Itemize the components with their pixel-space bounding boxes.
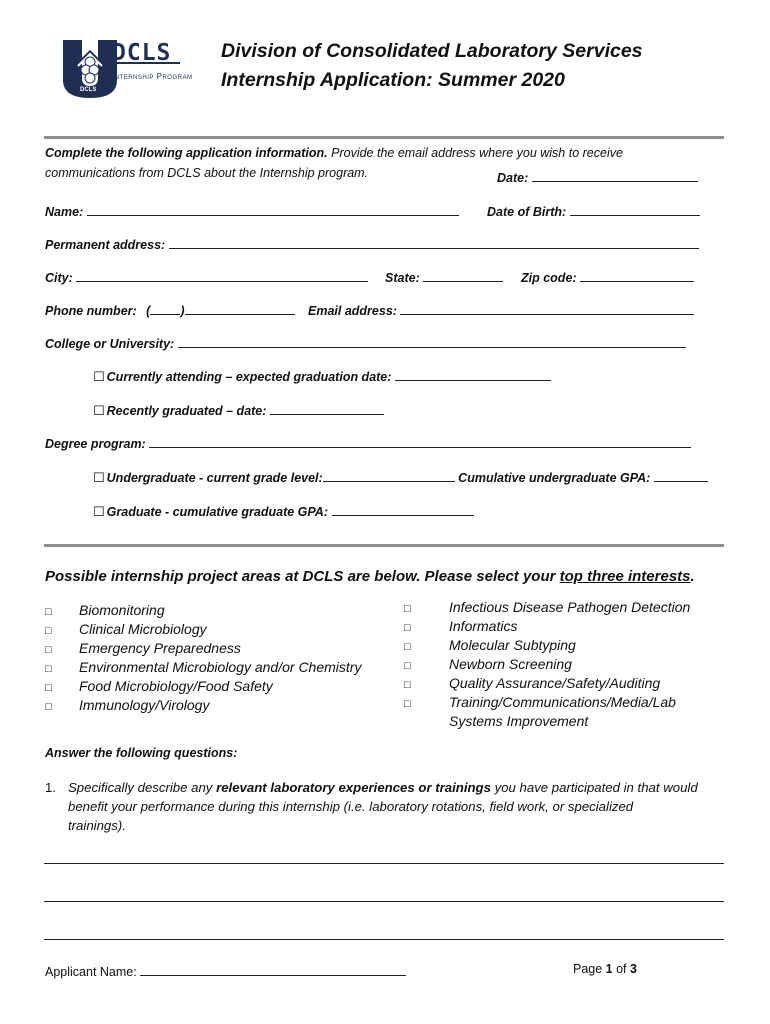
checkbox-icon[interactable]: □ (404, 622, 411, 634)
graduate-option[interactable] (93, 502, 474, 520)
area-option[interactable] (45, 678, 273, 694)
area-option[interactable] (45, 602, 165, 618)
currently-attending-label: Currently attending – expected graduation date: (106, 370, 392, 384)
area-option[interactable] (404, 618, 517, 634)
area-label: Biomonitoring (79, 602, 165, 618)
date-label: Date: (497, 171, 529, 185)
checkbox-icon[interactable]: □ (404, 660, 411, 672)
phone-paren-close: ) (180, 304, 185, 318)
applicant-name-label: Applicant Name: (45, 965, 137, 979)
area-label-continued: Systems Improvement (449, 713, 589, 729)
page-current: 1 (605, 962, 613, 976)
permanent-address-field[interactable] (45, 235, 699, 252)
area-label: Environmental Microbiology and/or Chemistry (79, 659, 362, 675)
question-1-line-2: benefit your performance during this internship (i.e. laboratory rotations, field work, or specialized (68, 799, 634, 814)
question-1-line-3: trainings). (68, 818, 126, 833)
date-line[interactable] (532, 168, 698, 182)
degree-program-line[interactable] (149, 434, 691, 448)
q1-bold: relevant laboratory experiences or trainings (216, 780, 491, 795)
state-field[interactable] (385, 268, 503, 285)
area-label: Quality Assurance/Safety/Auditing (449, 675, 661, 691)
graduate-label: Graduate - cumulative graduate GPA: (106, 505, 329, 519)
checkbox-icon[interactable]: □ (45, 701, 52, 713)
checkbox-icon[interactable]: ☐ (93, 403, 105, 418)
section-divider (44, 136, 724, 139)
page-number (573, 962, 637, 976)
page-total: 3 (630, 962, 637, 976)
graduation-date-line[interactable] (270, 401, 384, 415)
zip-line[interactable] (580, 268, 694, 282)
state-line[interactable] (423, 268, 503, 282)
area-option[interactable] (404, 637, 576, 653)
dob-label: Date of Birth: (487, 205, 567, 219)
checkbox-icon[interactable]: ☐ (93, 369, 105, 384)
city-field[interactable] (45, 268, 368, 285)
college-label: College or University: (45, 337, 175, 351)
area-label: Training/Communications/Media/Lab (449, 694, 676, 710)
phone-number-line[interactable] (185, 301, 295, 315)
area-label: Newborn Screening (449, 656, 572, 672)
area-option[interactable] (404, 599, 690, 615)
college-field[interactable] (45, 334, 686, 351)
area-label: Clinical Microbiology (79, 621, 207, 637)
area-label: Immunology/Virology (79, 697, 210, 713)
name-field[interactable] (45, 202, 459, 219)
q1-text-2: you have participated in that would (490, 780, 698, 795)
checkbox-icon[interactable]: ☐ (93, 504, 105, 519)
question-number: 1. (45, 780, 56, 795)
checkbox-icon[interactable]: □ (404, 679, 411, 691)
answer-line[interactable] (44, 901, 724, 902)
q1-text: Specifically describe any (68, 780, 217, 795)
date-field[interactable] (497, 168, 698, 185)
areas-heading (45, 568, 695, 585)
area-option[interactable] (45, 621, 207, 637)
email-label: Email address: (308, 304, 397, 318)
area-option[interactable] (404, 656, 572, 672)
area-option[interactable] (45, 659, 361, 675)
phone-area-code-line[interactable] (150, 301, 180, 315)
questions-heading: Answer the following questions: (45, 746, 238, 760)
title-line-1: Division of Consolidated Laboratory Services (221, 40, 643, 62)
applicant-name-field[interactable] (45, 962, 406, 979)
recently-graduated-label: Recently graduated – date: (106, 404, 267, 418)
section-divider (44, 544, 724, 547)
areas-heading-underlined: top three interests (559, 568, 691, 585)
applicant-name-line[interactable] (140, 962, 406, 976)
zip-label: Zip code: (521, 271, 577, 285)
checkbox-icon[interactable]: □ (404, 603, 411, 615)
checkbox-icon[interactable]: ☐ (93, 470, 105, 485)
dob-field[interactable] (487, 202, 700, 219)
email-line[interactable] (400, 301, 694, 315)
intro-line-2: communications from DCLS about the Internship program. (45, 166, 369, 180)
email-field[interactable] (308, 301, 694, 318)
undergraduate-label: Undergraduate - current grade level: (106, 471, 323, 485)
area-option[interactable] (404, 694, 676, 710)
area-option[interactable] (45, 697, 209, 713)
checkbox-icon[interactable]: □ (404, 698, 411, 710)
title-line-2: Internship Application: Summer 2020 (221, 69, 565, 91)
permanent-address-label: Permanent address: (45, 238, 166, 252)
currently-attending-option[interactable] (93, 367, 551, 385)
phone-paren-open: ( (146, 304, 151, 318)
name-line[interactable] (87, 202, 459, 216)
college-line[interactable] (178, 334, 686, 348)
zip-field[interactable] (521, 268, 694, 285)
answer-line[interactable] (44, 863, 724, 864)
area-option[interactable] (404, 675, 660, 691)
page-label: Page (573, 962, 606, 976)
logo-small-text: DCLS (80, 87, 97, 93)
intro-bold: Complete the following application information. (45, 146, 328, 160)
degree-program-label: Degree program: (45, 437, 146, 451)
checkbox-icon[interactable]: □ (45, 644, 52, 656)
question-1-line-1 (45, 780, 698, 795)
degree-program-field[interactable] (45, 434, 691, 451)
checkbox-icon[interactable]: □ (45, 625, 52, 637)
checkbox-icon[interactable]: □ (404, 641, 411, 653)
dcls-logo (60, 38, 193, 100)
page-of: of (612, 962, 630, 976)
logo-dcls-text: DCLS (112, 40, 172, 66)
checkbox-icon[interactable]: □ (45, 682, 52, 694)
permanent-address-line[interactable] (169, 235, 699, 249)
phone-field[interactable] (45, 301, 295, 318)
state-label: State: (385, 271, 420, 285)
area-label: Molecular Subtyping (449, 637, 576, 653)
graduate-gpa-line[interactable] (332, 502, 474, 516)
areas-heading-end: . (690, 568, 695, 585)
phone-label: Phone number: (45, 304, 137, 318)
city-label: City: (45, 271, 73, 285)
intro-line-1 (45, 146, 623, 160)
area-label: Food Microbiology/Food Safety (79, 678, 273, 694)
checkbox-icon[interactable]: □ (45, 663, 52, 675)
city-line[interactable] (76, 268, 368, 282)
area-label: Infectious Disease Pathogen Detection (449, 599, 691, 615)
cumulative-ug-gpa-label: Cumulative undergraduate GPA: (458, 471, 651, 485)
dob-line[interactable] (570, 202, 700, 216)
expected-graduation-line[interactable] (395, 367, 551, 381)
logo-tagline: Internship Program (112, 72, 193, 81)
answer-line[interactable] (44, 939, 724, 940)
checkbox-icon[interactable]: □ (45, 606, 52, 618)
ug-gpa-line[interactable] (654, 468, 708, 482)
area-label: Informatics (449, 618, 518, 634)
area-option[interactable] (45, 640, 241, 656)
name-label: Name: (45, 205, 84, 219)
grade-level-line[interactable] (323, 468, 455, 482)
recently-graduated-option[interactable] (93, 401, 384, 419)
undergraduate-option[interactable] (93, 468, 708, 486)
areas-heading-text: Possible internship project areas at DCLS are below. Please select your (45, 568, 560, 585)
area-label: Emergency Preparedness (79, 640, 241, 656)
intro-rest: Provide the email address where you wish to receive (327, 146, 623, 160)
